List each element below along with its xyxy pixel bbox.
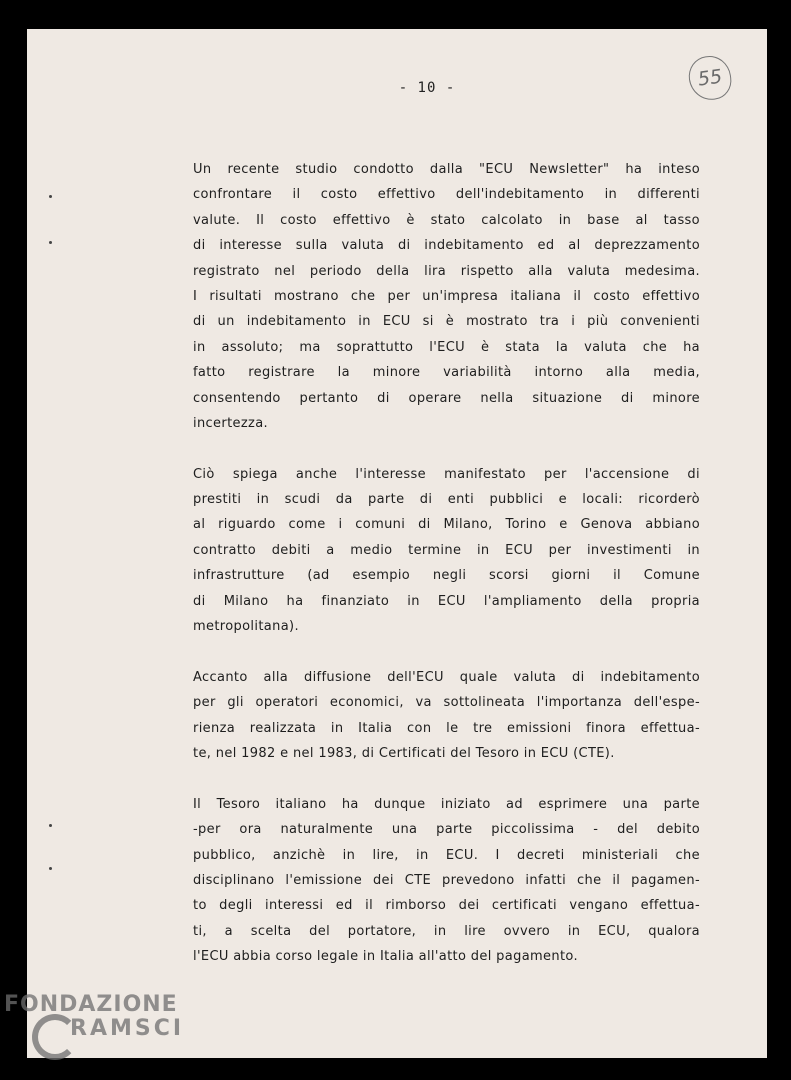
text-line: rienza realizzata in Italia con le tre emissioni finora effettua- bbox=[193, 720, 700, 736]
text-line: metropolitana). bbox=[193, 619, 299, 635]
text-line: Un recente studio condotto dalla "ECU Newsletter" ha inteso bbox=[193, 162, 700, 177]
text-line: l'ECU abbia corso legale in Italia all'atto del pagamento. bbox=[193, 949, 578, 965]
text-line: valute. Il costo effettivo è stato calcolato in base al tasso bbox=[193, 212, 700, 228]
text-line: pubblico, anzichè in lire, in ECU. I decreti ministeriali che bbox=[193, 847, 700, 863]
text-line: al riguardo come i comuni di Milano, Torino e Genova abbiano bbox=[193, 517, 700, 533]
margin-mark bbox=[49, 195, 52, 198]
text-line: registrato nel periodo della lira rispetto alla valuta medesima. bbox=[193, 263, 700, 279]
watermark-line1: FONDAZIONE bbox=[4, 992, 178, 1017]
margin-mark bbox=[49, 241, 52, 244]
page-number: - 10 - bbox=[398, 80, 456, 96]
paragraph bbox=[193, 462, 700, 640]
text-line: di un indebitamento in ECU si è mostrato tra i più convenienti bbox=[193, 314, 700, 330]
text-line: confrontare il costo effettivo dell'indebitamento in differenti bbox=[193, 187, 700, 203]
paragraph bbox=[193, 157, 700, 436]
text-line: ti, a scelta del portatore, in lire ovvero in ECU, qualora bbox=[193, 923, 700, 939]
margin-mark bbox=[49, 824, 52, 827]
fondazione-gramsci-watermark bbox=[4, 994, 184, 1040]
text-line: di Milano ha finanziato in ECU l'ampliamento della propria bbox=[193, 593, 700, 609]
margin-mark bbox=[49, 867, 52, 870]
text-line: consentendo pertanto di operare nella situazione di minore bbox=[193, 390, 700, 406]
text-line: contratto debiti a medio termine in ECU per investimenti in bbox=[193, 542, 700, 558]
text-line: in assoluto; ma soprattutto l'ECU è stata la valuta che ha bbox=[193, 339, 700, 355]
body-text bbox=[193, 157, 700, 995]
text-line: Ciò spiega anche l'interesse manifestato per l'accensione di bbox=[193, 466, 700, 482]
text-line: te, nel 1982 e nel 1983, di Certificati del Tesoro in ECU (CTE). bbox=[193, 745, 615, 761]
archive-stamp: 55 bbox=[686, 53, 734, 102]
text-line: fatto registrare la minore variabilità intorno alla media, bbox=[193, 365, 700, 381]
document-page bbox=[27, 29, 767, 1058]
watermark-line2: RAMSCI bbox=[70, 1016, 185, 1041]
text-line: Il Tesoro italiano ha dunque iniziato ad esprimere una parte bbox=[193, 796, 700, 812]
text-line: disciplinano l'emissione dei CTE prevedono infatti che il pagamen- bbox=[193, 872, 700, 888]
text-line: Accanto alla diffusione dell'ECU quale valuta di indebitamento bbox=[193, 669, 700, 685]
text-line: infrastrutture (ad esempio negli scorsi giorni il Comune bbox=[193, 568, 700, 584]
text-line: I risultati mostrano che per un'impresa italiana il costo effettivo bbox=[193, 288, 700, 304]
text-line: to degli interessi ed il rimborso dei certificati vengano effettua- bbox=[193, 898, 700, 914]
paragraph bbox=[193, 792, 700, 970]
text-line: incertezza. bbox=[193, 415, 269, 431]
text-line: -per ora naturalmente una parte piccolissima - del debito bbox=[193, 822, 700, 838]
text-line: prestiti in scudi da parte di enti pubblici e locali: ricorderò bbox=[193, 492, 700, 508]
text-line: per gli operatori economici, va sottolineata l'importanza dell'espe- bbox=[193, 695, 700, 711]
watermark-g-logo-icon bbox=[32, 1014, 78, 1060]
paragraph bbox=[193, 665, 700, 767]
text-line: di interesse sulla valuta di indebitamento ed al deprezzamento bbox=[193, 238, 700, 254]
